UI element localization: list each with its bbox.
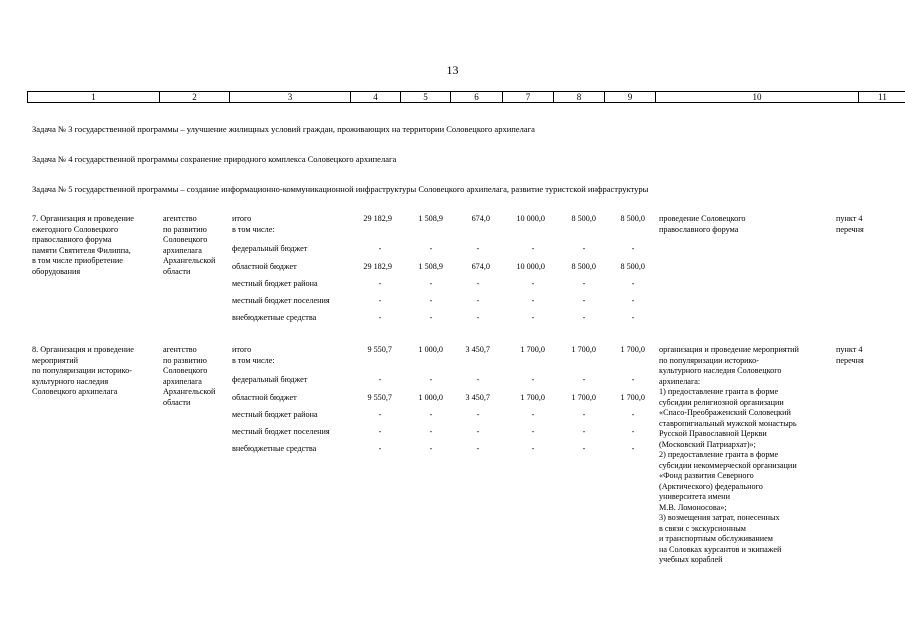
funding-source-label: федеральный бюджет — [232, 244, 308, 253]
funding-source-label: в том числе: — [232, 355, 275, 365]
funding-value-cell: - — [631, 427, 635, 436]
funding-value-cell: - — [378, 444, 382, 453]
measure-result-line: проведение Соловецкого — [659, 214, 746, 223]
funding-source-label: областной бюджет — [232, 393, 297, 402]
funding-value-cell: - — [378, 313, 382, 322]
col-header: 8 — [554, 92, 605, 103]
funding-value-cell: - — [531, 244, 535, 253]
funding-source-label: областной бюджет — [232, 262, 297, 271]
funding-value-cell: 1 700,0 — [520, 393, 545, 402]
measure-name-line: мероприятий — [32, 355, 78, 365]
funding-value-cell: - — [476, 279, 480, 288]
funding-value-cell: - — [378, 375, 382, 384]
col-header: 6 — [451, 92, 503, 103]
funding-value-cell: 9 550,7 — [367, 345, 392, 354]
measure-name-line: культурного наследия — [32, 376, 109, 386]
funding-value-cell: - — [476, 313, 480, 322]
funding-value-cell: - — [429, 279, 433, 288]
funding-value-cell: - — [631, 296, 635, 305]
funding-value-cell: - — [429, 244, 433, 253]
funding-value-cell: 674,0 — [471, 214, 490, 223]
funding-value-cell: 8 500,0 — [620, 214, 645, 223]
funding-value-cell: - — [429, 313, 433, 322]
funding-value-cell: 1 508,9 — [418, 214, 443, 223]
funding-value-cell: - — [631, 244, 635, 253]
funding-value-cell: 674,0 — [471, 262, 490, 271]
funding-value-cell: - — [631, 279, 635, 288]
funding-value-cell: - — [531, 313, 535, 322]
measure-executor-line: по развитию — [163, 355, 207, 365]
funding-source-label: внебюджетные средства — [232, 313, 317, 322]
measure-result-line: Русской Православной Церкви — [659, 429, 767, 438]
funding-value-cell: 1 700,0 — [571, 393, 596, 402]
funding-value-cell: 1 700,0 — [520, 345, 545, 354]
measure-result-line: архипелага: — [659, 376, 701, 386]
funding-value-cell: - — [429, 427, 433, 436]
col-header: 3 — [230, 92, 351, 103]
measure-name-line: Соловецкого архипелага — [32, 387, 118, 396]
funding-value-cell: - — [531, 444, 535, 453]
measure-name-line: 8. Организация и проведение — [32, 345, 134, 354]
measure-name-line: оборудования — [32, 266, 81, 276]
measure-result-line: (Арктического) федерального — [659, 481, 763, 491]
measure-result-line: субсидии некоммерческой организации — [659, 460, 797, 470]
measure-reference-line: пункт 4 — [836, 345, 863, 354]
funding-source-label: итого — [232, 214, 252, 223]
funding-source-label: местный бюджет района — [232, 279, 318, 288]
funding-value-cell: - — [378, 279, 382, 288]
task-heading: Задача № 5 государственной программы – создание информационно-коммуникационной инфраструктуры Соловецкого архипелага, развитие туристской инфраструктуры — [32, 184, 649, 194]
funding-value-cell: 10 000,0 — [516, 214, 545, 223]
funding-value-cell: - — [429, 410, 433, 419]
funding-value-cell: - — [582, 444, 586, 453]
funding-source-label: местный бюджет района — [232, 410, 318, 419]
funding-value-cell: 1 508,9 — [418, 262, 443, 271]
funding-value-cell: 10 000,0 — [516, 262, 545, 271]
col-header: 10 — [656, 92, 859, 103]
measure-executor-line: Соловецкого — [163, 235, 208, 244]
funding-value-cell: - — [476, 410, 480, 419]
col-header: 7 — [503, 92, 554, 103]
funding-value-cell: - — [476, 244, 480, 253]
measure-result-line: на Соловках курсантов и экипажей — [659, 544, 782, 554]
funding-value-cell: - — [531, 279, 535, 288]
measure-result-line: (Московский Патриархат)»; — [659, 439, 756, 449]
measure-executor-line: архипелага — [163, 376, 202, 386]
measure-result-line: православного форума — [659, 224, 739, 234]
measure-result-line: 3) возмещения затрат, понесенных — [659, 513, 780, 522]
measure-result-line: 2) предоставление гранта в форме — [659, 450, 779, 459]
funding-value-cell: - — [582, 244, 586, 253]
funding-value-cell: - — [531, 410, 535, 419]
measure-name-line: в том числе приобретение — [32, 256, 123, 265]
measure-executor-line: агентство — [163, 345, 197, 354]
funding-value-cell: - — [582, 279, 586, 288]
measure-result-line: по популяризации историко- — [659, 355, 759, 365]
measure-result-line: М.В. Ломоносова»; — [659, 502, 727, 512]
measure-result-line: субсидии религиозной организации — [659, 397, 784, 407]
funding-value-cell: - — [582, 375, 586, 384]
measure-reference-line: пункт 4 — [836, 214, 863, 223]
funding-value-cell: - — [631, 444, 635, 453]
funding-value-cell: 1 000,0 — [418, 393, 443, 402]
funding-value-cell: 1 000,0 — [418, 345, 443, 354]
measure-executor-line: по развитию — [163, 224, 207, 234]
measure-result-line: «Фонд развития Северного — [659, 471, 754, 480]
measure-result-line: 1) предоставление гранта в форме — [659, 387, 779, 396]
funding-value-cell: - — [476, 427, 480, 436]
funding-value-cell: - — [582, 296, 586, 305]
funding-value-cell: 8 500,0 — [620, 262, 645, 271]
col-header: 2 — [160, 92, 230, 103]
funding-value-cell: 8 500,0 — [571, 262, 596, 271]
funding-value-cell: - — [476, 444, 480, 453]
funding-source-label: в том числе: — [232, 224, 275, 234]
funding-value-cell: 1 700,0 — [571, 345, 596, 354]
measure-executor-line: Архангельской — [163, 256, 216, 265]
funding-value-cell: - — [476, 296, 480, 305]
funding-value-cell: - — [582, 313, 586, 322]
col-header: 9 — [605, 92, 656, 103]
measure-name-line: памяти Святителя Филиппа, — [32, 245, 131, 255]
column-number-header — [27, 91, 905, 103]
funding-value-cell: - — [429, 444, 433, 453]
funding-value-cell: - — [582, 427, 586, 436]
funding-value-cell: - — [476, 375, 480, 384]
funding-value-cell: 3 450,7 — [465, 345, 490, 354]
measure-name-line: 7. Организация и проведение — [32, 214, 134, 223]
task-heading: Задача № 4 государственной программы сохранение природного комплекса Соловецкого архипелага — [32, 154, 397, 164]
funding-value-cell: - — [429, 375, 433, 384]
funding-value-cell: - — [631, 375, 635, 384]
funding-value-cell: 29 182,9 — [363, 262, 392, 271]
funding-source-label: местный бюджет поселения — [232, 427, 330, 436]
measure-executor-line: архипелага — [163, 245, 202, 255]
funding-source-label: итого — [232, 345, 252, 354]
measure-result-line: учебных кораблей — [659, 555, 723, 564]
measure-name-line: ежегодного Соловецкого — [32, 224, 119, 234]
measure-result-line: культурного наследия Соловецкого — [659, 366, 782, 375]
measure-result-line: организация и проведение мероприятий — [659, 345, 799, 354]
funding-value-cell: - — [582, 410, 586, 419]
measure-name-line: православного форума — [32, 235, 112, 244]
measure-result-line: университета имени — [659, 492, 730, 501]
measure-result-line: в связи с экскурсионным — [659, 523, 746, 533]
measure-result-line: ставропигиальный мужской монастырь — [659, 418, 797, 428]
funding-value-cell: - — [631, 410, 635, 419]
funding-value-cell: - — [378, 410, 382, 419]
funding-value-cell: - — [531, 296, 535, 305]
task-heading: Задача № 3 государственной программы – улучшение жилищных условий граждан, проживающих на территории Соловецкого архипелага — [32, 124, 535, 134]
measure-executor-line: области — [163, 266, 191, 276]
funding-value-cell: - — [531, 375, 535, 384]
funding-value-cell: - — [531, 427, 535, 436]
funding-value-cell: - — [378, 244, 382, 253]
measure-reference-line: перечня — [836, 224, 864, 234]
funding-value-cell: - — [631, 313, 635, 322]
funding-source-label: внебюджетные средства — [232, 444, 317, 453]
col-header: 5 — [401, 92, 451, 103]
page-number: 13 — [446, 63, 459, 77]
measure-reference-line: перечня — [836, 355, 864, 365]
funding-source-label: местный бюджет поселения — [232, 296, 330, 305]
measure-executor-line: Архангельской — [163, 387, 216, 396]
col-header: 11 — [859, 92, 905, 103]
funding-value-cell: 9 550,7 — [367, 393, 392, 402]
measure-result-line: «Спасо-Преображенский Соловецкий — [659, 408, 791, 417]
measure-name-line: по популяризации историко- — [32, 366, 132, 375]
measure-executor-line: области — [163, 397, 191, 407]
measure-executor-line: Соловецкого — [163, 366, 208, 375]
funding-value-cell: 1 700,0 — [620, 393, 645, 402]
measure-result-line: и транспортным обслуживанием — [659, 534, 773, 543]
funding-value-cell: 1 700,0 — [620, 345, 645, 354]
col-header: 4 — [351, 92, 401, 103]
funding-value-cell: 3 450,7 — [465, 393, 490, 402]
funding-value-cell: - — [429, 296, 433, 305]
funding-value-cell: 8 500,0 — [571, 214, 596, 223]
funding-value-cell: - — [378, 427, 382, 436]
funding-value-cell: - — [378, 296, 382, 305]
funding-value-cell: 29 182,9 — [363, 214, 392, 223]
funding-source-label: федеральный бюджет — [232, 375, 308, 384]
col-header: 1 — [28, 92, 160, 103]
measure-executor-line: агентство — [163, 214, 197, 223]
